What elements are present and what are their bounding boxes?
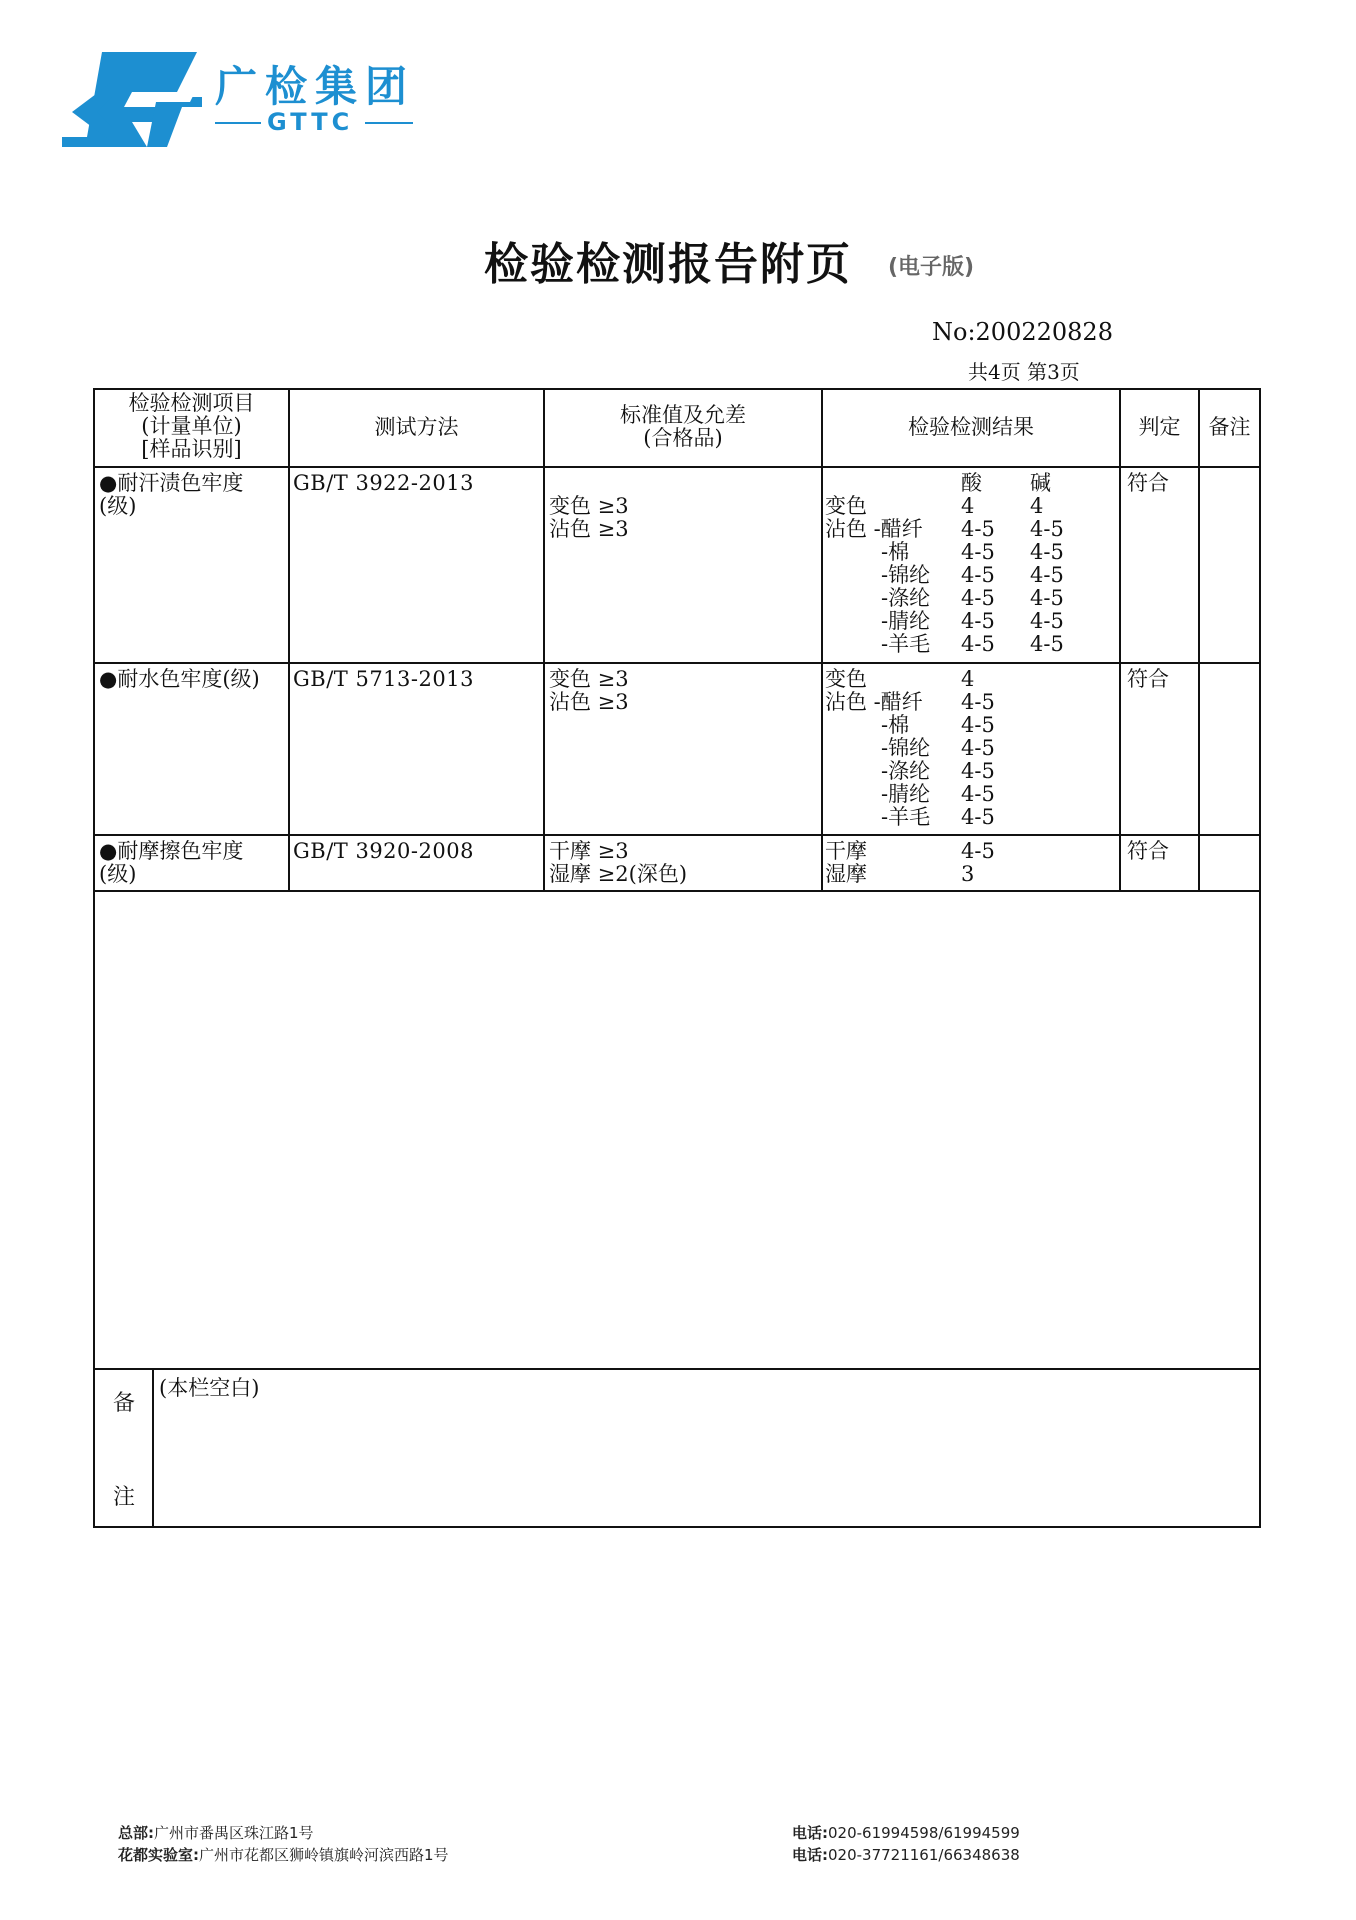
result-value: 4-5 xyxy=(961,759,995,783)
lab-label: 花都实验室: xyxy=(118,1846,199,1864)
item-line: (级) xyxy=(99,494,137,518)
row1-standard xyxy=(549,495,629,541)
table-line xyxy=(95,662,1259,664)
result-label: 变色 xyxy=(825,494,867,518)
row1-verdict: 符合 xyxy=(1127,471,1169,495)
alkali-value: 4-5 xyxy=(1030,517,1064,541)
footer-lab xyxy=(118,1844,449,1866)
standard-line: 沾色 ≥3 xyxy=(549,690,629,714)
row3-standard xyxy=(549,840,687,886)
header-line: [样品识别] xyxy=(141,437,242,461)
edition-label: (电子版) xyxy=(888,255,975,280)
result-value: 4-5 xyxy=(961,690,995,714)
footer-addresses xyxy=(118,1822,449,1866)
acid-value: 4-5 xyxy=(961,540,995,564)
result-label: 湿摩 xyxy=(825,862,867,886)
alkali-header: 碱 xyxy=(1030,471,1051,495)
standard-line: 湿摩 ≥2(深色) xyxy=(549,862,688,886)
brand-divider-right xyxy=(365,122,413,124)
item-line: (级) xyxy=(99,862,137,886)
brand-name-cn: 广检集团 xyxy=(215,62,416,111)
result-value: 4-5 xyxy=(961,782,995,806)
result-label: -腈纶 xyxy=(881,782,931,806)
table-line xyxy=(821,390,823,890)
header-line: 检验检测项目 xyxy=(128,391,255,415)
brand-name-en-wrap xyxy=(215,108,415,138)
row3-item xyxy=(99,840,243,886)
result-label: -锦纶 xyxy=(881,736,931,760)
report-number: No:200220828 xyxy=(932,318,1113,346)
tel2-value: 020-37721161/66348638 xyxy=(828,1846,1020,1864)
result-label: -羊毛 xyxy=(881,632,931,656)
hq-label: 总部: xyxy=(118,1824,154,1842)
lab-address: 广州市花都区狮岭镇旗岭河滨西路1号 xyxy=(199,1846,449,1864)
result-label: -棉 xyxy=(881,540,910,564)
acid-header: 酸 xyxy=(961,471,982,495)
header-line: (计量单位) xyxy=(141,414,242,438)
table-line xyxy=(1119,390,1121,890)
result-label: -涤纶 xyxy=(881,586,931,610)
col-header-item xyxy=(95,392,288,461)
result-value: 4-5 xyxy=(961,805,995,829)
col-header-standard xyxy=(545,404,821,450)
alkali-value: 4-5 xyxy=(1030,609,1064,633)
tel-label: 电话: xyxy=(792,1824,828,1842)
table-line xyxy=(1198,390,1200,890)
footer-hq xyxy=(118,1822,449,1844)
standard-line: 变色 ≥3 xyxy=(549,667,629,691)
remarks-text: (本栏空白) xyxy=(159,1376,260,1400)
tel1-value: 020-61994598/61994599 xyxy=(828,1824,1020,1842)
acid-value: 4-5 xyxy=(961,517,995,541)
result-label: 沾色 -醋纤 xyxy=(825,517,923,541)
row2-verdict: 符合 xyxy=(1127,667,1169,691)
result-value: 4-5 xyxy=(961,713,995,737)
result-value: 3 xyxy=(961,862,975,886)
header-line: 标准值及允差 xyxy=(620,403,746,427)
acid-value: 4 xyxy=(961,494,975,518)
report-title-row xyxy=(0,228,1356,292)
alkali-value: 4 xyxy=(1030,494,1044,518)
brand-divider-left xyxy=(215,122,261,124)
result-label: 沾色 -醋纤 xyxy=(825,690,923,714)
row2-standard xyxy=(549,668,629,714)
row1-item xyxy=(99,472,243,518)
alkali-value: 4-5 xyxy=(1030,540,1064,564)
col-header-method: 测试方法 xyxy=(374,415,459,439)
row1-method: GB/T 3922-2013 xyxy=(293,471,474,495)
table-line xyxy=(95,1368,1259,1370)
standard-line: 干摩 ≥3 xyxy=(549,839,629,863)
result-label: 干摩 xyxy=(825,839,867,863)
standard-line: 沾色 ≥3 xyxy=(549,517,629,541)
acid-value: 4-5 xyxy=(961,563,995,587)
row3-result xyxy=(825,840,1115,886)
row1-result xyxy=(825,472,1115,660)
result-value: 4-5 xyxy=(961,736,995,760)
row3-verdict: 符合 xyxy=(1127,839,1169,863)
brand-name-en: GTTC xyxy=(267,108,354,136)
row3-method: GB/T 3920-2008 xyxy=(293,839,474,863)
row2-result xyxy=(825,668,1115,832)
hq-address: 广州市番禺区珠江路1号 xyxy=(154,1824,314,1842)
page-count: 共4页 第3页 xyxy=(968,360,1080,384)
row2-item: ●耐水色牢度(级) xyxy=(99,667,260,691)
result-label: -锦纶 xyxy=(881,563,931,587)
result-label: -涤纶 xyxy=(881,759,931,783)
col-header-result: 检验检测结果 xyxy=(908,415,1034,439)
col-header-remark: 备注 xyxy=(1208,415,1251,439)
tel-label: 电话: xyxy=(792,1846,828,1864)
remarks-label-top: 备 xyxy=(113,1391,136,1416)
footer-tel1 xyxy=(792,1822,1020,1844)
item-line: ●耐汗渍色牢度 xyxy=(99,471,244,495)
footer-tel2 xyxy=(792,1844,1020,1866)
table-line xyxy=(152,1368,154,1528)
result-label: -棉 xyxy=(881,713,910,737)
footer-phones xyxy=(792,1822,1020,1866)
col-header-verdict: 判定 xyxy=(1138,415,1181,439)
table-line xyxy=(95,890,1259,892)
result-label: -羊毛 xyxy=(881,805,931,829)
acid-value: 4-5 xyxy=(961,632,995,656)
result-label: -腈纶 xyxy=(881,609,931,633)
table-line xyxy=(95,466,1259,468)
table-line xyxy=(543,390,545,890)
alkali-value: 4-5 xyxy=(1030,632,1064,656)
acid-value: 4-5 xyxy=(961,609,995,633)
alkali-value: 4-5 xyxy=(1030,586,1064,610)
remarks-label-bottom: 注 xyxy=(113,1485,136,1510)
result-value: 4-5 xyxy=(961,839,995,863)
report-title: 检验检测报告附页 xyxy=(484,239,852,290)
standard-line: 变色 ≥3 xyxy=(549,494,629,518)
acid-value: 4-5 xyxy=(961,586,995,610)
table-line xyxy=(95,834,1259,836)
result-label: 变色 xyxy=(825,667,867,691)
row2-method: GB/T 5713-2013 xyxy=(293,667,474,691)
item-line: ●耐摩擦色牢度 xyxy=(99,839,244,863)
table-line xyxy=(288,390,290,890)
alkali-value: 4-5 xyxy=(1030,563,1064,587)
header-line: (合格品) xyxy=(643,426,723,450)
result-value: 4 xyxy=(961,667,975,691)
inspection-table xyxy=(93,388,1261,1528)
